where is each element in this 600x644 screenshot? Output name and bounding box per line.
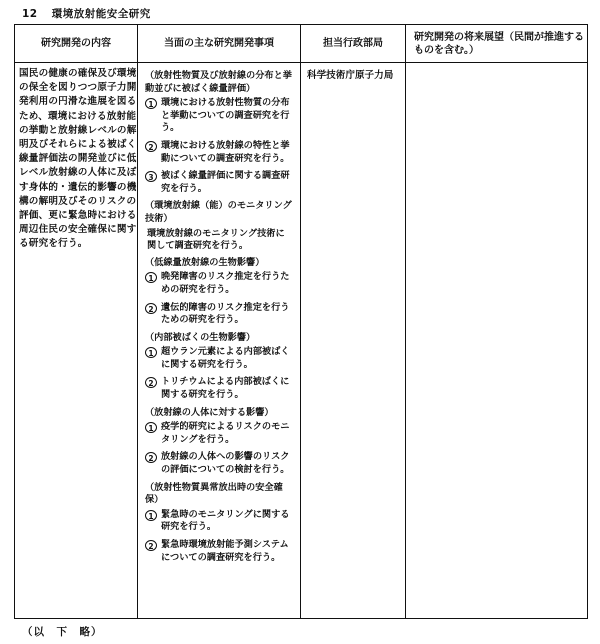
items-cell [145, 67, 293, 569]
header-department: 担当行政部局 [323, 38, 383, 49]
list-item [145, 421, 293, 446]
header-future-outlook: 研究開発の将来展望（民間が推進するものを含む。） [414, 31, 584, 56]
list-item [145, 376, 293, 401]
department-cell: 科学技術庁原子力局 [307, 70, 394, 81]
circled-number-icon: 2 [145, 540, 157, 551]
circled-number-icon: 1 [145, 347, 157, 358]
group-3 [145, 257, 293, 327]
header-items: 当面の主な研究開発事項 [164, 38, 274, 49]
circled-number-icon: 2 [145, 452, 157, 463]
content-cell: 国民の健康の確保及び環境の保全を図りつつ原子力開発利用の円滑な進展を図るため、環境における放射能の挙動と放射線レベルの解明及びそれらによる被ばく線量評価法の開発並びに低レベル放射線の人体に及ぼす身体的・遺伝的影響の機構の解明及びそのリスクの評価、更に緊急時における周辺住民の安全確保に関する研究を行う。 [19, 68, 137, 250]
group-body: 環境放射線のモニタリング技術に関して調査研究を行う。 [147, 227, 285, 252]
list-item [145, 140, 293, 165]
group-heading: （環境放射線（能）のモニタリング技術） [145, 200, 292, 224]
item-text: 緊急時のモニタリングに関する研究を行う。 [161, 508, 290, 533]
circled-number-icon: 2 [145, 303, 157, 314]
group-1 [145, 70, 293, 195]
group-4 [145, 332, 293, 402]
section-number: 12 [22, 8, 38, 20]
group-2 [145, 200, 293, 252]
header-content: 研究開発の内容 [41, 38, 111, 49]
group-5 [145, 407, 293, 477]
group-heading: （内部被ばくの生物影響） [145, 331, 256, 343]
column-divider [300, 25, 301, 618]
item-text: 被ばく線量評価に関する調査研究を行う。 [161, 170, 290, 194]
item-text: 放射線の人体への影響のリスクの評価についての検討を行う。 [161, 451, 290, 476]
column-divider [137, 25, 138, 618]
group-heading: （放射性物質異常放出時の安全確保） [145, 481, 283, 506]
circled-number-icon: 3 [145, 171, 157, 182]
item-text: 環境における放射線の特性と挙動についての調査研究を行う。 [161, 139, 290, 164]
section-title-text: 環境放射能安全研究 [51, 8, 151, 20]
item-text: トリチウムによる内部被ばくに関する研究を行う。 [161, 376, 290, 401]
circled-number-icon: 1 [145, 422, 157, 433]
list-item [145, 97, 293, 135]
group-heading: （放射線の人体に対する影響） [145, 406, 274, 418]
footer-note: （以 下 略） [22, 626, 103, 638]
item-text: 超ウラン元素による内部被ばくに関する研究を行う。 [161, 346, 290, 370]
list-item [145, 346, 293, 371]
list-item [145, 271, 293, 296]
research-table [14, 24, 588, 619]
circled-number-icon: 2 [145, 377, 157, 388]
circled-number-icon: 1 [145, 98, 157, 109]
list-item [145, 170, 293, 195]
circled-number-icon: 1 [145, 272, 157, 283]
item-text: 疫学的研究によるリスクのモニタリングを行う。 [161, 421, 290, 445]
list-item [145, 302, 293, 327]
item-text: 晩発障害のリスク推定を行うための研究を行う。 [161, 271, 290, 295]
section-title [22, 6, 151, 21]
column-divider [405, 25, 406, 618]
group-heading: （放射性物質及び放射線の分布と挙動並びに被ばく線量評価） [145, 70, 292, 94]
item-text: 緊急時環境放射能予測システムについての調査研究を行う。 [161, 539, 289, 563]
list-item [145, 451, 293, 476]
group-heading: （低線量放射線の生物影響） [145, 256, 265, 268]
list-item [145, 539, 293, 564]
circled-number-icon: 1 [145, 510, 157, 521]
circled-number-icon: 2 [145, 141, 157, 152]
list-item [145, 509, 293, 534]
group-6 [145, 482, 293, 565]
item-text: 環境における放射性物質の分布と挙動についての調査研究を行う。 [161, 97, 290, 134]
item-text: 遺伝的障害のリスク推定を行うための研究を行う。 [161, 301, 290, 326]
header-divider [15, 62, 587, 63]
